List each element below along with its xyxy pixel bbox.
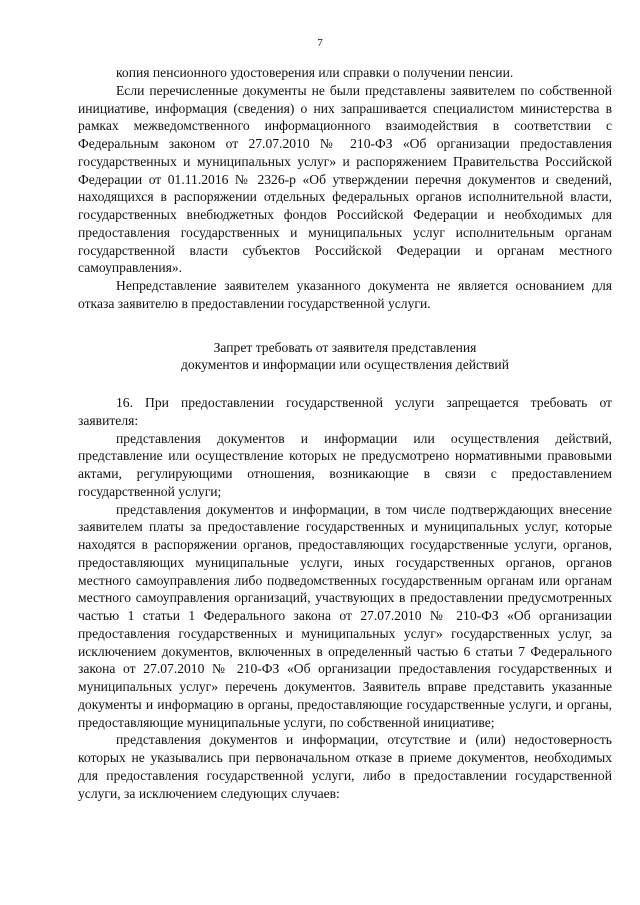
list-item: представления документов и информации или осуществления действий, представление или осуществление которых не предусмотрено нормативными правовыми актами, регулирующими отношения, возникающие в связи с предоставлением государственной услуги; [78,430,612,499]
page-body [78,64,612,802]
list-item: представления документов и информации, отсутствие и (или) недостоверность которых не указывались при первоначальном отказе в приеме документов, необходимых для предоставления государственной услуги, либо в предоставлении государственной услуги, за исключением следующих случаев: [78,732,612,801]
section-heading [78,339,612,375]
list-item: представления документов и информации, в том числе подтверждающих внесение заявителем платы за предоставление государственных и муниципальных услуг, которые находятся в распоряжении органов, предоставляющих государственные услуги, органов, предоставляющих муниципальные услуги, иных государственных органов, органов местного самоуправления либо подведомственных государственным органам или органам местного самоуправления организаций, участвующих в предоставлении предусмотренных частью 1 статьи 1 Федерального закона от 27.07.2010 № 210-ФЗ «Об организации предоставления государственных и муниципальных услуг» государственных услуг, за исключением документов, включенных в определенный частью 6 статьи 7 Федерального закона от 27.07.2010 № 210-ФЗ «Об организации предоставления государственных и муниципальных услуг» перечень документов. Заявитель вправе представить указанные документы и информацию в органы, предоставляющие государственные услуги, и органы, предоставляющие муниципальные услуги, по собственной инициативе; [78,501,612,730]
section-heading-line: документов и информации или осуществления действий [181,357,509,373]
paragraph: Непредставление заявителем указанного документа не является основанием для отказа заявителю в предоставлении государственной услуги. [78,278,612,311]
section-16-intro: 16. При предоставлении государственной услуги запрещается требовать от заявителя: [78,395,612,428]
paragraph: Если перечисленные документы не были представлены заявителем по собственной инициативе, информация (сведения) о них запрашивается специалистом министерства в рамках межведомственного информационного взаимодействия в соответствии с Федеральным законом от 27.07.2010 № 210-ФЗ «Об организации предоставления государственных и муниципальных услуг» и распоряжением Правительства Российской Федерации от 01.11.2016 № 2326-р «Об утверждении перечня документов и сведений, находящихся в распоряжении отдельных федеральных органов исполнительной власти, государственных внебюджетных фондов Российской Федерации и необходимых для предоставления государственных и муниципальных услуг исполнительным органам государственной власти субъектов Российской Федерации и органам местного самоуправления». [78,82,612,276]
paragraph: копия пенсионного удостоверения или справки о получении пенсии. [116,65,514,80]
page-number: 7 [317,37,323,49]
section-heading-line: Запрет требовать от заявителя представления [213,339,477,355]
